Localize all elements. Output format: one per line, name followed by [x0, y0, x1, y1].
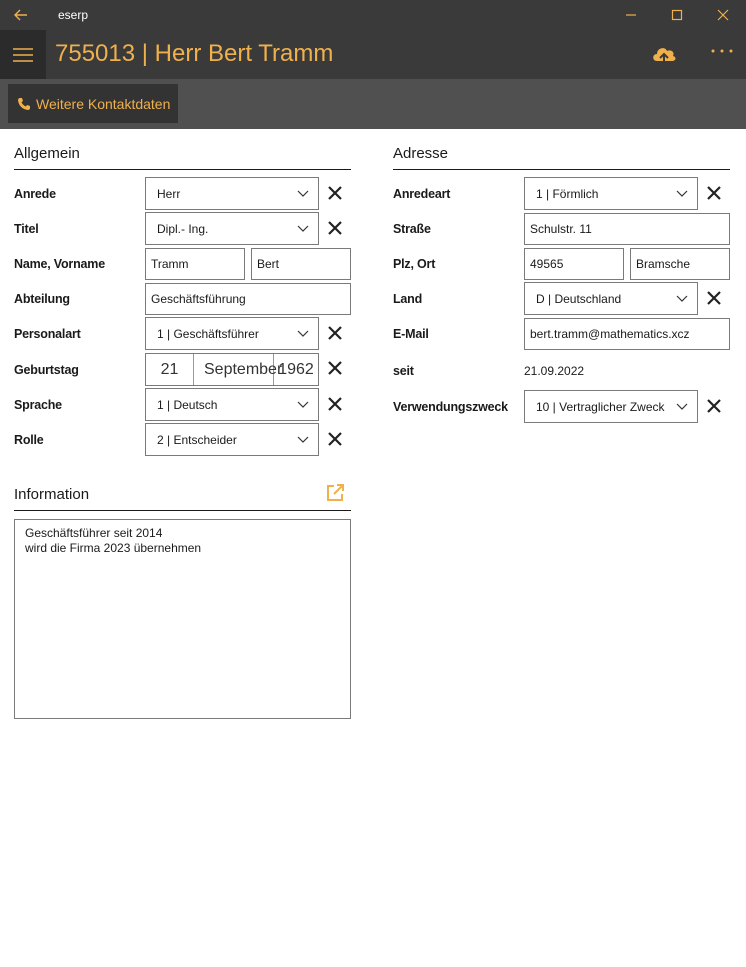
section-title-adresse: Adresse: [393, 145, 449, 162]
clear-personalart-button[interactable]: [326, 324, 344, 342]
menu-button[interactable]: [0, 30, 46, 79]
clear-x-icon: [328, 186, 342, 200]
clear-anredeart-button[interactable]: [705, 184, 723, 202]
information-line-1: Geschäftsführer seit 2014: [25, 526, 163, 540]
cloud-upload-icon: [650, 42, 678, 68]
anredeart-select[interactable]: [524, 177, 698, 210]
anredeart-value: 1 | Förmlich: [536, 186, 599, 201]
clear-sprache-button[interactable]: [326, 395, 344, 413]
verwendungszweck-value: 10 | Vertraglicher Zweck: [536, 399, 665, 414]
label-anredeart: Anredeart: [393, 187, 451, 201]
birthday-month[interactable]: September: [194, 354, 274, 385]
external-edit-icon: [325, 483, 345, 503]
clear-x-icon: [707, 399, 721, 413]
edit-information-button[interactable]: [325, 483, 345, 503]
chevron-down-icon: [288, 178, 318, 209]
clear-anrede-button[interactable]: [326, 184, 344, 202]
clear-geburtstag-button[interactable]: [326, 359, 344, 377]
chevron-down-icon: [288, 318, 318, 349]
back-arrow-icon: [14, 9, 28, 21]
label-name-vorname: Name, Vorname: [14, 257, 105, 271]
clear-x-icon: [707, 186, 721, 200]
anrede-value: Herr: [157, 186, 181, 201]
label-verwendungszweck: Verwendungszweck: [393, 400, 508, 414]
close-icon: [717, 9, 729, 21]
clear-rolle-button[interactable]: [326, 430, 344, 448]
label-personalart: Personalart: [14, 327, 81, 341]
plz-input[interactable]: 49565: [524, 248, 624, 280]
maximize-button[interactable]: [654, 0, 700, 30]
clear-x-icon: [707, 291, 721, 305]
clear-verwendungszweck-button[interactable]: [705, 397, 723, 415]
chevron-down-icon: [288, 424, 318, 455]
seit-value: 21.09.2022: [524, 364, 585, 378]
sprache-value: 1 | Deutsch: [157, 397, 218, 412]
abteilung-input[interactable]: Geschäftsführung: [145, 283, 351, 315]
toolbar: [0, 79, 746, 129]
clear-land-button[interactable]: [705, 289, 723, 307]
label-abteilung: Abteilung: [14, 292, 70, 306]
label-sprache: Sprache: [14, 398, 62, 412]
section-divider: [14, 169, 351, 170]
hamburger-icon: [13, 48, 33, 62]
title-bar: [0, 0, 746, 30]
rolle-value: 2 | Entscheider: [157, 432, 237, 447]
last-name-input[interactable]: Tramm: [145, 248, 245, 280]
close-window-button[interactable]: [700, 0, 746, 30]
minimize-icon: [625, 9, 637, 21]
first-name-input[interactable]: Bert: [251, 248, 351, 280]
birthday-day[interactable]: 21: [146, 354, 194, 385]
information-textarea[interactable]: [14, 519, 351, 719]
clear-x-icon: [328, 221, 342, 235]
chevron-down-icon: [667, 391, 697, 422]
section-divider: [393, 169, 730, 170]
clear-titel-button[interactable]: [326, 219, 344, 237]
label-rolle: Rolle: [14, 433, 44, 447]
more-options-button[interactable]: [708, 38, 736, 66]
label-anrede: Anrede: [14, 187, 56, 201]
app-title: eserp: [58, 8, 89, 22]
anrede-select[interactable]: [145, 177, 319, 210]
maximize-icon: [671, 9, 683, 21]
cloud-upload-button[interactable]: [650, 42, 678, 68]
email-input[interactable]: bert.tramm@mathematics.xcz: [524, 318, 730, 350]
section-title-information: Information: [14, 486, 90, 503]
land-select[interactable]: [524, 282, 698, 315]
personalart-value: 1 | Geschäftsführer: [157, 326, 259, 341]
label-land: Land: [393, 292, 423, 306]
more-dots-icon: [710, 48, 734, 54]
sprache-select[interactable]: [145, 388, 319, 421]
label-strasse: Straße: [393, 222, 431, 236]
label-geburtstag: Geburtstag: [14, 363, 79, 377]
more-contact-data-button[interactable]: [8, 84, 178, 123]
section-title-allgemein: Allgemein: [14, 145, 80, 162]
chevron-down-icon: [288, 389, 318, 420]
birthday-date-picker[interactable]: [145, 353, 319, 386]
phone-icon: [17, 97, 31, 111]
more-contact-data-label: Weitere Kontaktdaten: [36, 95, 171, 112]
page-header: [0, 30, 746, 79]
information-line-2: wird die Firma 2023 übernehmen: [25, 541, 202, 555]
clear-x-icon: [328, 397, 342, 411]
clear-x-icon: [328, 326, 342, 340]
label-plz-ort: Plz, Ort: [393, 257, 436, 271]
titel-select[interactable]: [145, 212, 319, 245]
label-titel: Titel: [14, 222, 39, 236]
land-value: D | Deutschland: [536, 291, 622, 306]
chevron-down-icon: [667, 283, 697, 314]
verwendungszweck-select[interactable]: [524, 390, 698, 423]
personalart-select[interactable]: [145, 317, 319, 350]
minimize-button[interactable]: [608, 0, 654, 30]
clear-x-icon: [328, 361, 342, 375]
rolle-select[interactable]: [145, 423, 319, 456]
label-seit: seit: [393, 364, 414, 378]
titel-value: Dipl.- Ing.: [157, 221, 209, 236]
section-divider: [14, 510, 351, 511]
city-input[interactable]: Bramsche: [630, 248, 730, 280]
chevron-down-icon: [288, 213, 318, 244]
birthday-year[interactable]: 1962: [278, 360, 314, 378]
clear-x-icon: [328, 432, 342, 446]
chevron-down-icon: [667, 178, 697, 209]
page-title: 755013 | Herr Bert Tramm: [55, 40, 334, 67]
street-input[interactable]: Schulstr. 11: [524, 213, 730, 245]
label-email: E-Mail: [393, 327, 429, 341]
back-button[interactable]: [0, 0, 42, 30]
